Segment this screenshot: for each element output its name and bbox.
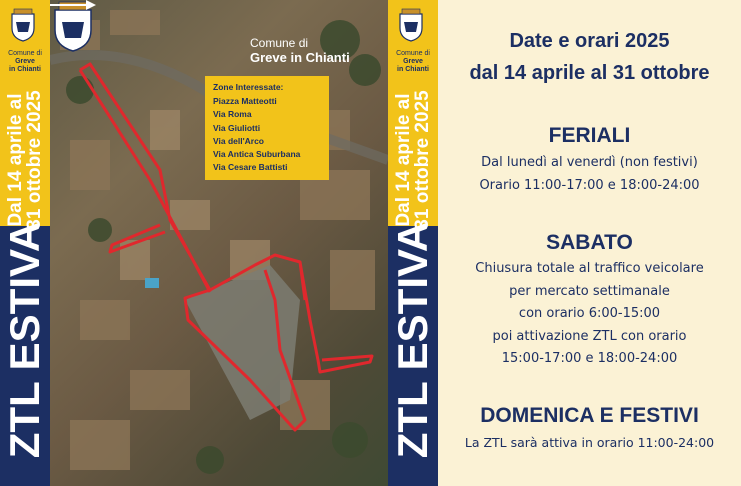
zone-list-box bbox=[205, 76, 329, 180]
zone-item: Via Cesare Battisti bbox=[213, 162, 288, 173]
domenica-hours: La ZTL sarà attiva in orario 11:00-24:00 bbox=[464, 435, 715, 450]
ztl-estiva-title: ZTL ESTIVA bbox=[389, 221, 436, 459]
arrow-right-icon bbox=[50, 0, 96, 10]
zone-item: Via Antica Suburbana bbox=[213, 149, 301, 160]
sabato-line: 15:00-17:00 e 18:00-24:00 bbox=[501, 351, 678, 366]
vertical-date-range: Dal 14 aprile al 31 ottobre 2025 bbox=[393, 90, 433, 230]
zone-item: Via Giuliotti bbox=[213, 122, 261, 133]
right-side-band bbox=[388, 0, 438, 486]
shield-icon bbox=[396, 8, 426, 42]
schedule-subtitle: dal 14 aprile al 31 ottobre bbox=[469, 62, 710, 84]
sabato-heading: SABATO bbox=[546, 231, 633, 254]
ztl-estiva-title: ZTL ESTIVA bbox=[1, 221, 48, 459]
vertical-date-range: Dal 14 aprile al 31 ottobre 2025 bbox=[5, 90, 45, 230]
brand-small-label: Comune di Greve in Chianti bbox=[8, 50, 42, 73]
zone-item: Via Roma bbox=[213, 109, 252, 120]
shield-icon bbox=[8, 8, 38, 42]
left-side-band bbox=[0, 0, 50, 486]
comune-di-label: Comune di bbox=[250, 36, 309, 50]
zone-item: Piazza Matteotti bbox=[213, 96, 277, 106]
schedule-title: Date e orari 2025 bbox=[509, 30, 670, 52]
pool bbox=[145, 278, 159, 288]
domenica-heading: DOMENICA E FESTIVI bbox=[480, 404, 699, 427]
zone-item: Via dell'Arco bbox=[213, 135, 264, 146]
zone-list-title: Zone Interessate: bbox=[213, 82, 284, 92]
sabato-line: con orario 6:00-15:00 bbox=[518, 306, 661, 321]
comune-name: Greve in Chianti bbox=[250, 50, 350, 65]
schedule-content bbox=[438, 0, 741, 486]
brand-small-label: Comune di Greve in Chianti bbox=[396, 50, 430, 73]
right-info-panel bbox=[388, 0, 741, 486]
feriali-days: Dal lunedì al venerdì (non festivi) bbox=[481, 155, 698, 170]
map-drawing bbox=[50, 0, 388, 486]
sabato-line: per mercato settimanale bbox=[509, 284, 670, 299]
sabato-line: Chiusura totale al traffico veicolare bbox=[475, 261, 704, 276]
feriali-heading: FERIALI bbox=[548, 124, 631, 147]
aerial-map bbox=[50, 0, 388, 486]
sabato-line: poi attivazione ZTL con orario bbox=[492, 329, 687, 344]
feriali-hours: Orario 11:00-17:00 e 18:00-24:00 bbox=[479, 178, 700, 193]
